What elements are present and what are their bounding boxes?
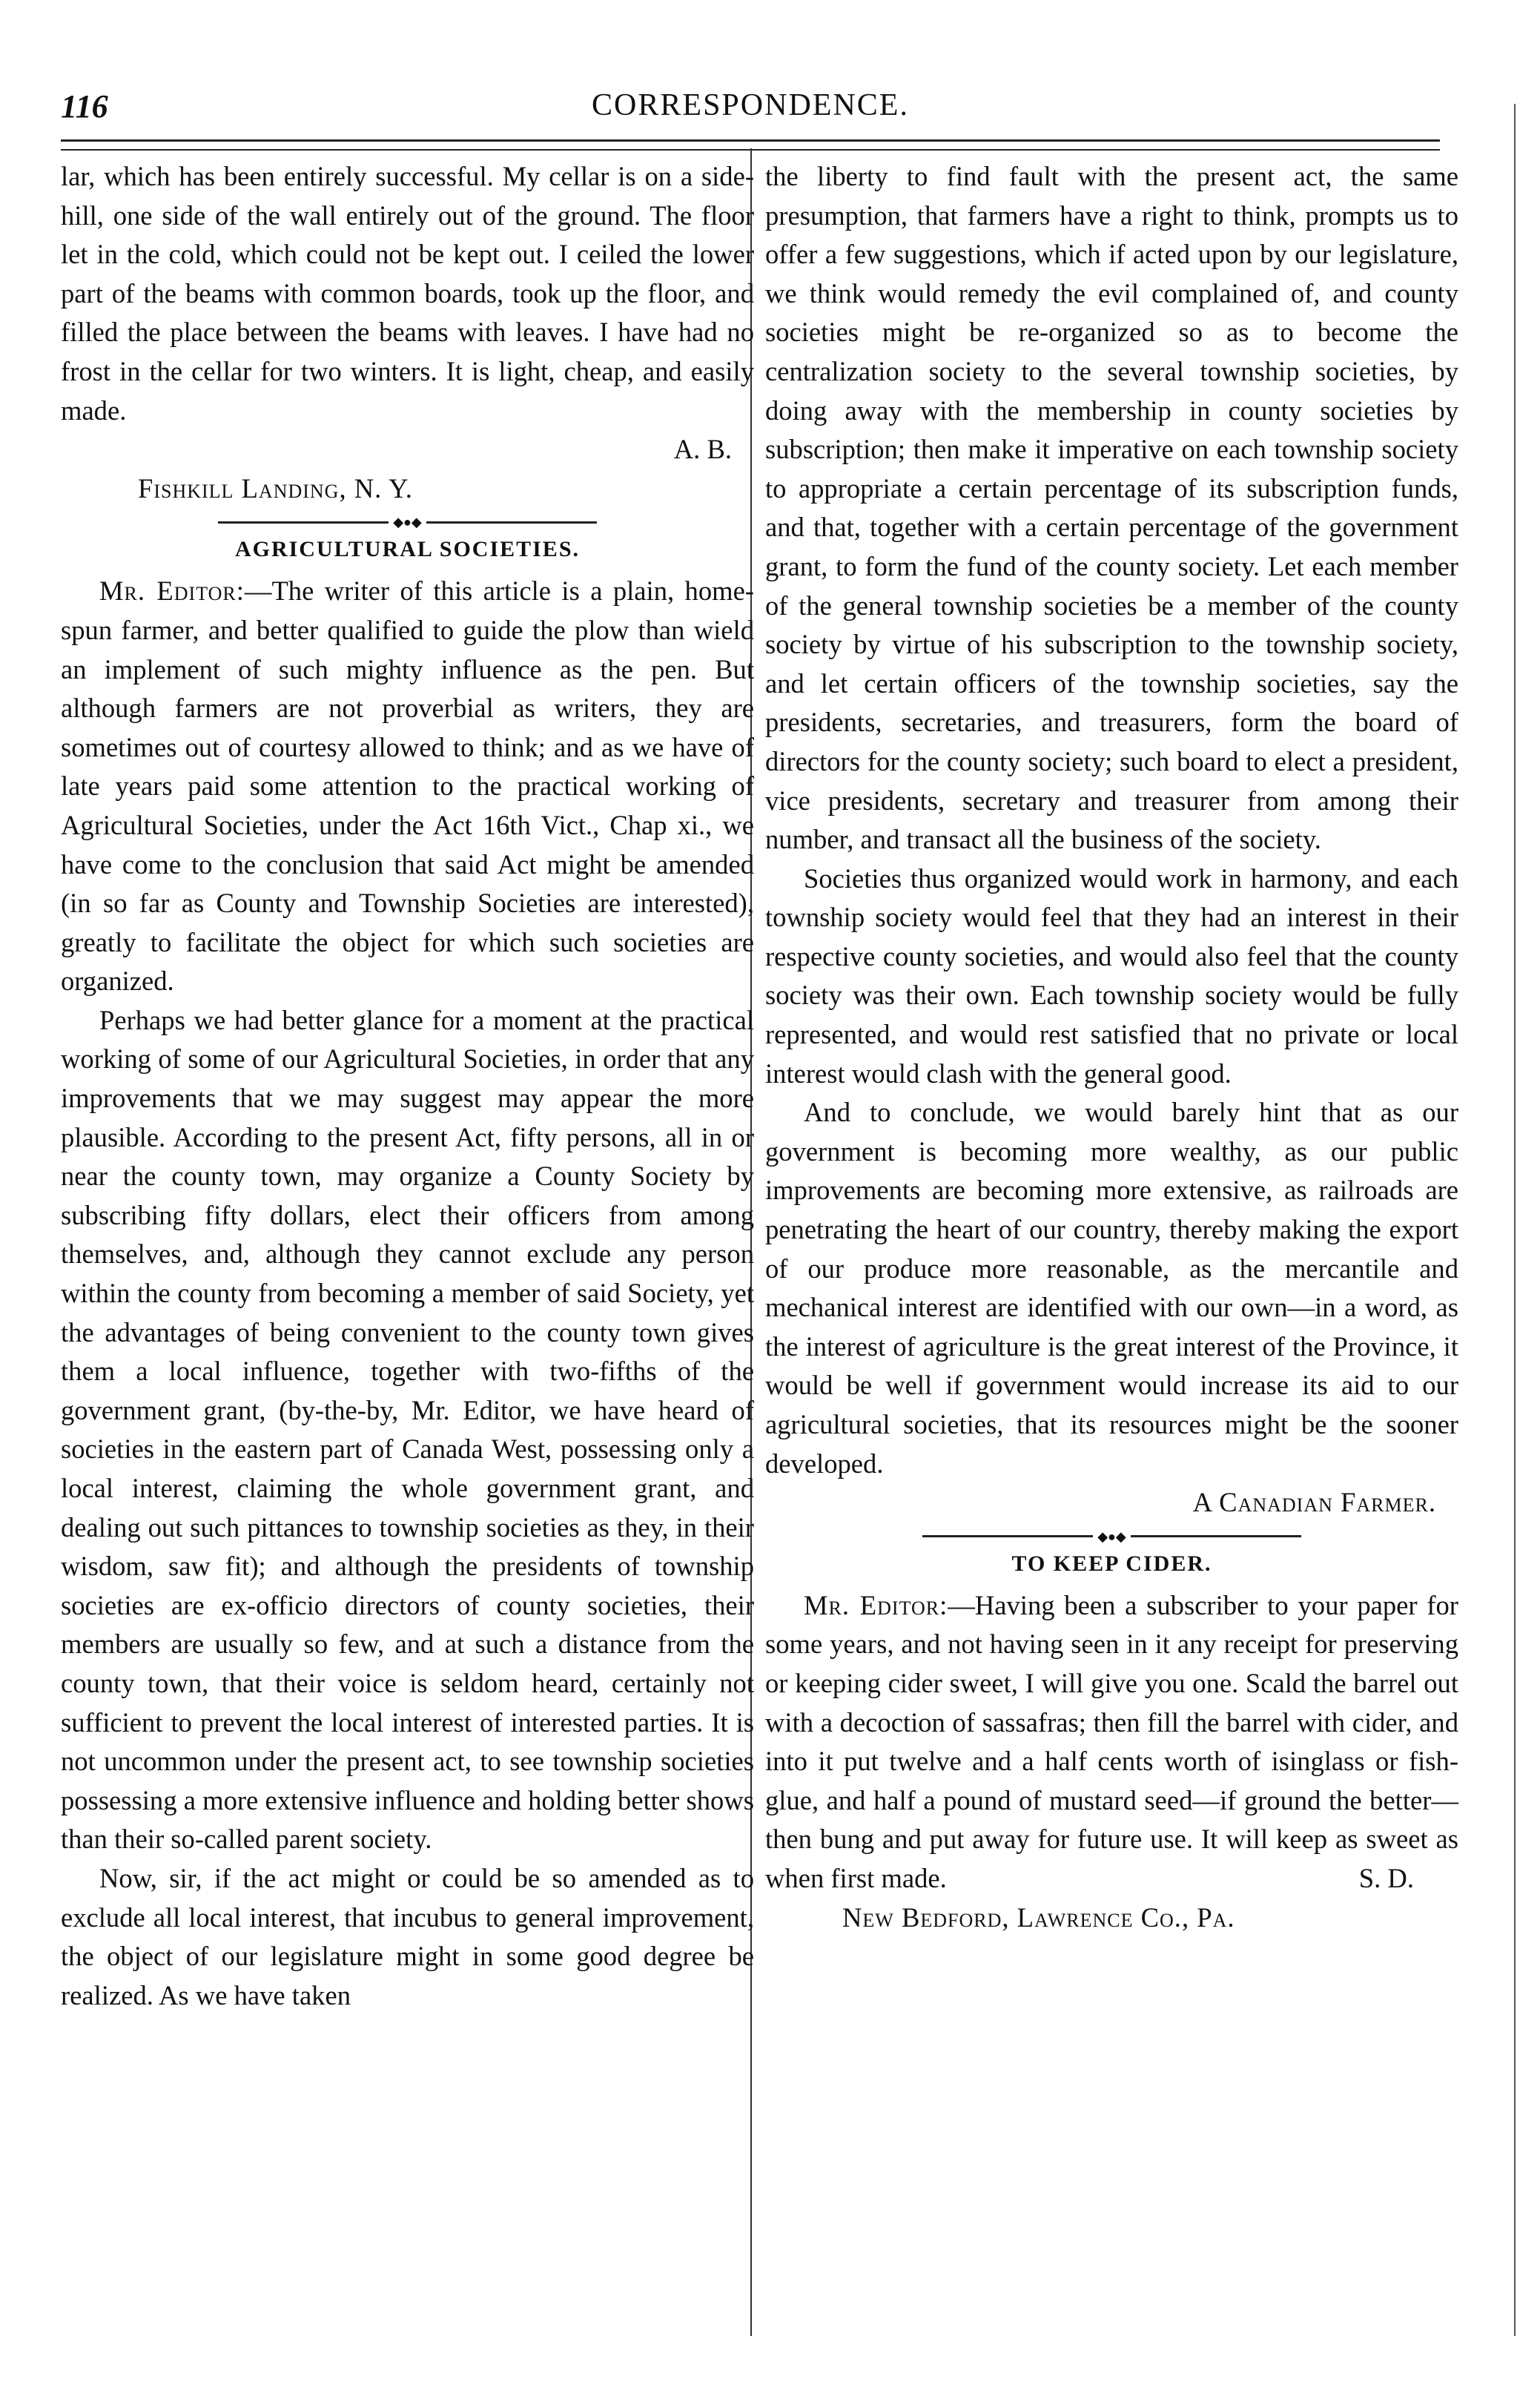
agricultural-paragraph-5: And to conclude, we would barely hint that as our government is becoming more wealthy, as our public improvements are becoming more extensive, as railroads are penetrating the heart of our country, thereby making the export of our produce more reasonable, as the mercantile and mechanical interest are identified with our own—in a word, as the interest of agriculture is the great interest of the Province, it would be well if government would increase its aid to our agricultural societies, that its resources might be the sooner developed. (765, 1097, 1458, 1479)
section-ornament: ◆●◆ (61, 514, 754, 530)
page-edge-rule (1514, 104, 1516, 2336)
cellar-place: Fishkill Landing, N. Y. (138, 472, 413, 504)
cider-place: New Bedford, Lawrence Co., Pa. (842, 1901, 1235, 1933)
agricultural-paragraph-3: Now, sir, if the act might or could be so amended as to exclude all local interest, that incubus to general improvement, the object of our legislature might in some good degree be realized. As we have taken (61, 1862, 754, 2010)
cider-paragraph-1 (765, 1586, 1458, 1899)
cider-signature: S. D. (1358, 1862, 1414, 1893)
paragraph-text: —The writer of this article is a plain, home-spun farmer, and better qualified to guide the plow than wield an implement of such mighty influence as the pen. But although farmers are not proverbial as writers, they are sometimes out of courtesy allowed to think; and as we have of late years paid some attention to the practical working of Agricultural Societies, under the Act 16th Vict., Chap xi., we have come to the conclusion that said Act might be amended (in so far as County and Township Societies are interested), greatly to facilitate the object for which such societies are organized. (61, 575, 754, 997)
cellar-article-end: lar, which has been entirely successful. My cellar is on a side-hill, one side of the wall entirely out of the ground. The floor let in the cold, which could not be kept out. I ceiled the lower part of the beams with common boards, took up the floor, and filled the place between the beams with leaves. I have had no frost in the cellar for two winters. It is light, cheap, and easily made. (61, 161, 754, 426)
agricultural-paragraph-2: Perhaps we had better glance for a moment at the practical working of some of our Agricultural Societies, in order that any improvements that we may suggest may appear the more plausible. According to the present Act, fifty persons, all in or near the county town, may organize a County Society by subscribing fifty dollars, elect their officers from among themselves, and, although they cannot exclude any person within the county from becoming a member of said Society, yet the advantages of being convenient to the county town gives them a local influence, together with two-fifths of the government grant, (by-the-by, Mr. Editor, we have heard of societies in the eastern part of Canada West, possessing only a local interest, claiming the whole government grant, and dealing out such pittances to township societies as they, in their wisdom, saw fit); and although the presidents of township societies are ex-officio directors of county societies, their members are usually so few, and at such a distance from the county town, that their voice is seldom heard, certainly not sufficient to prevent the local interest of interested parties. It is not uncommon under the present act, to see township societies possessing a more extensive influence and holding better shows than their so-called parent society. (61, 1004, 754, 1855)
page-header (61, 88, 1440, 139)
salutation: Mr. Editor: (99, 575, 245, 607)
salutation: Mr. Editor: (804, 1589, 948, 1620)
cider-heading: TO KEEP CIDER. (1011, 1551, 1212, 1576)
cellar-signature: A. B. (673, 434, 732, 465)
page-number: 116 (61, 88, 108, 125)
left-column (61, 157, 754, 2015)
agricultural-societies-heading: AGRICULTURAL SOCIETIES. (234, 537, 581, 562)
agricultural-signature: A Canadian Farmer. (1192, 1487, 1436, 1518)
right-column (765, 157, 1458, 1937)
agricultural-paragraph-1 (61, 572, 754, 1001)
agricultural-paragraph-3-continued: the liberty to find fault with the present act, the same presumption, that farmers have a right to think, prompts us to offer a few suggestions, which if acted upon by our legislature, we think would remedy the evil complained of, and county societies might be re-organized so as to become the centralization society to the several township societies, by doing away with the membership in county societies by subscription; then make it imperative on each township society to appropriate a certain percentage of its subscription funds, and that, together with a certain percentage of the government grant, to form the fund of the county society. Let each member of the general township societies be a member of the county society by virtue of his subscription to the township society, and let certain officers of the township societies, say the presidents, secretaries, and treasurers, form the board of directors for the county society; such board to elect a president, vice presidents, secretary and treasurer from among their number, and transact all the business of the society. (765, 161, 1458, 855)
section-ornament: ◆●◆ (765, 1528, 1458, 1545)
agricultural-paragraph-4: Societies thus organized would work in harmony, and each township society would feel that they had an interest in their respective county societies, and would also feel that the county society was their own. Each township society would be fully represented, and would rest satisfied that no private or local interest would clash with the general good. (765, 862, 1458, 1089)
paragraph-text: —Having been a subscriber to your paper for some years, and not having seen in it any receipt for preserving or keeping cider sweet, I will give you one. Scald the barrel out with a decoction of sassafras; then fill the barrel with cider, and into it put twelve and a half cents worth of isinglass or fish-glue, and half a pound of mustard seed—if ground the better—then bung and put away for future use. It will keep as sweet as when first made. (765, 1589, 1458, 1893)
running-head: CORRESPONDENCE. (592, 88, 909, 122)
